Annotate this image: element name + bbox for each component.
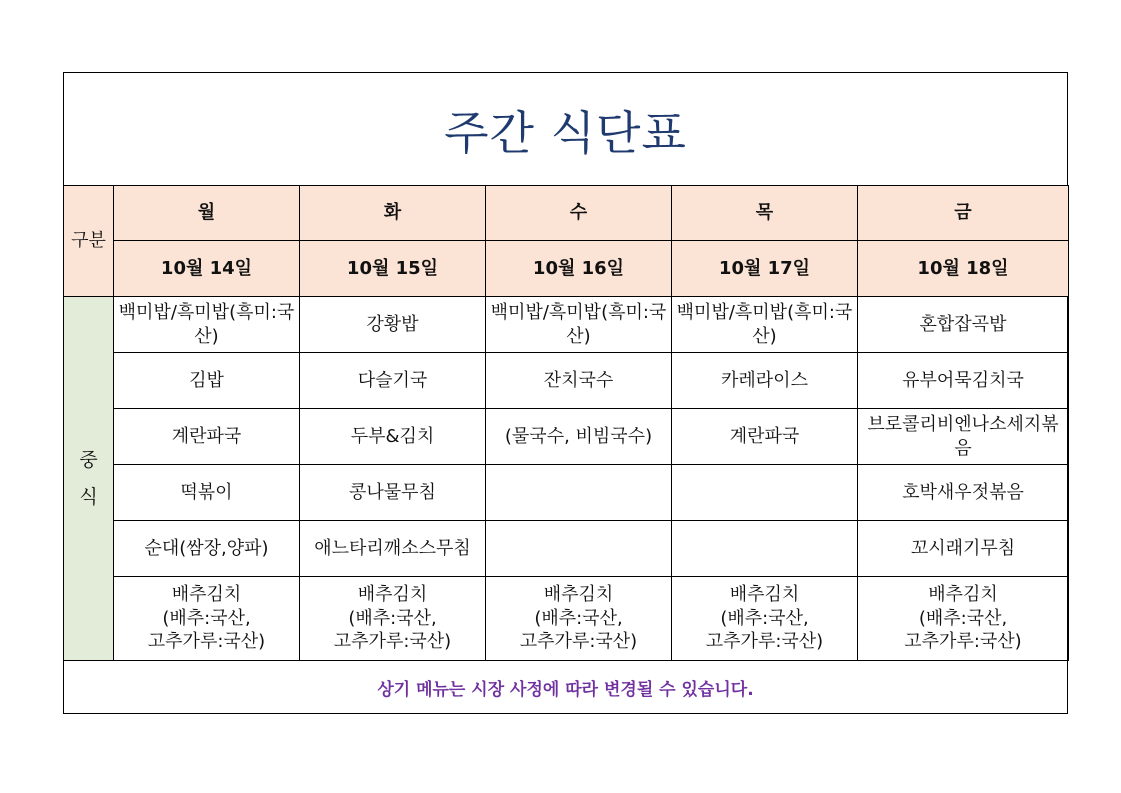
menu-item: 순대(쌈장,양파) (144, 537, 269, 559)
footer-notice: 상기 메뉴는 시장 사정에 따라 변경될 수 있습니다. (377, 679, 754, 700)
menu-item: 애느타리깨소스무침 (314, 537, 471, 559)
menu-row (64, 577, 1069, 661)
page-title: 주간 식단표 (444, 105, 687, 160)
menu-cell-wed (486, 577, 672, 661)
menu-item: 배추김치 (배추:국산, 고추가루:국산) (519, 584, 638, 653)
menu-cell-mon (114, 521, 300, 577)
menu-item: 콩나물무침 (349, 481, 436, 503)
menu-cell-fri (858, 521, 1069, 577)
menu-cell-mon (114, 577, 300, 661)
menu-cell-mon (114, 353, 300, 409)
menu-item: 떡볶이 (180, 481, 233, 503)
menu-cell-thu (672, 353, 858, 409)
menu-cell-fri (858, 409, 1069, 465)
category-label: 구분 (64, 186, 114, 297)
menu-cell-wed (486, 353, 672, 409)
day-header-mon: 월 (114, 186, 300, 241)
menu-row (64, 297, 1069, 353)
menu-cell-tue (300, 577, 486, 661)
menu-item: 브로콜리비엔나소세지볶음 (867, 414, 1059, 459)
meal-label (64, 297, 114, 661)
menu-item: 유부어묵김치국 (902, 369, 1024, 391)
menu-cell-thu (672, 577, 858, 661)
menu-sheet (63, 72, 1068, 714)
menu-cell-thu (672, 521, 858, 577)
menu-item: 카레라이스 (721, 369, 808, 391)
menu-item: 배추김치 (배추:국산, 고추가루:국산) (904, 584, 1022, 653)
menu-cell-fri (858, 353, 1069, 409)
menu-cell-tue (300, 409, 486, 465)
menu-row (64, 409, 1069, 465)
menu-cell-thu (672, 297, 858, 353)
menu-cell-fri (858, 465, 1069, 521)
menu-cell-tue (300, 465, 486, 521)
date-header-tue: 10월 15일 (300, 241, 486, 297)
menu-cell-mon (114, 409, 300, 465)
weekly-menu-table (63, 185, 1069, 661)
menu-item: 백미밥/흑미밥(흑미:국산) (676, 302, 853, 347)
date-header-mon: 10월 14일 (114, 241, 300, 297)
menu-item: 백미밥/흑미밥(흑미:국산) (118, 302, 295, 347)
date-header-fri: 10월 18일 (858, 241, 1069, 297)
menu-item: (물국수, 비빔국수) (504, 425, 653, 447)
menu-row (64, 465, 1069, 521)
menu-cell-mon (114, 297, 300, 353)
date-header-wed: 10월 16일 (486, 241, 672, 297)
menu-cell-wed (486, 409, 672, 465)
menu-item: 다슬기국 (357, 369, 428, 391)
day-header-tue: 화 (300, 186, 486, 241)
menu-item: 강황밥 (366, 313, 419, 335)
menu-item: 백미밥/흑미밥(흑미:국산) (490, 302, 667, 347)
date-header-row (64, 241, 1069, 297)
menu-item: 배추김치 (배추:국산, 고추가루:국산) (333, 584, 452, 653)
menu-item: 호박새우젓볶음 (902, 481, 1024, 503)
menu-item: 혼합잡곡밥 (919, 313, 1007, 335)
meal-label-char: 식 (79, 485, 98, 508)
day-header-fri: 금 (858, 186, 1069, 241)
menu-cell-thu (672, 465, 858, 521)
menu-item: 배추김치 (배추:국산, 고추가루:국산) (147, 584, 266, 653)
menu-cell-wed (486, 297, 672, 353)
menu-item: 잔치국수 (543, 369, 614, 391)
meal-label-char: 중 (79, 449, 98, 472)
menu-cell-wed (486, 465, 672, 521)
menu-cell-tue (300, 353, 486, 409)
menu-cell-tue (300, 521, 486, 577)
menu-cell-fri (858, 297, 1069, 353)
menu-item: 김밥 (189, 369, 224, 391)
menu-cell-wed (486, 521, 672, 577)
day-header-thu: 목 (672, 186, 858, 241)
menu-item: 배추김치 (배추:국산, 고추가루:국산) (705, 584, 824, 653)
menu-item: 꼬시래기무침 (910, 537, 1016, 559)
menu-cell-tue (300, 297, 486, 353)
menu-item: 계란파국 (729, 425, 800, 447)
day-header-row (64, 186, 1069, 241)
menu-cell-mon (114, 465, 300, 521)
date-header-thu: 10월 17일 (672, 241, 858, 297)
menu-cell-fri (858, 577, 1069, 661)
menu-cell-thu (672, 409, 858, 465)
menu-item: 두부&김치 (350, 425, 435, 447)
day-header-wed: 수 (486, 186, 672, 241)
menu-item: 계란파국 (171, 425, 242, 447)
menu-row (64, 353, 1069, 409)
menu-row (64, 521, 1069, 577)
